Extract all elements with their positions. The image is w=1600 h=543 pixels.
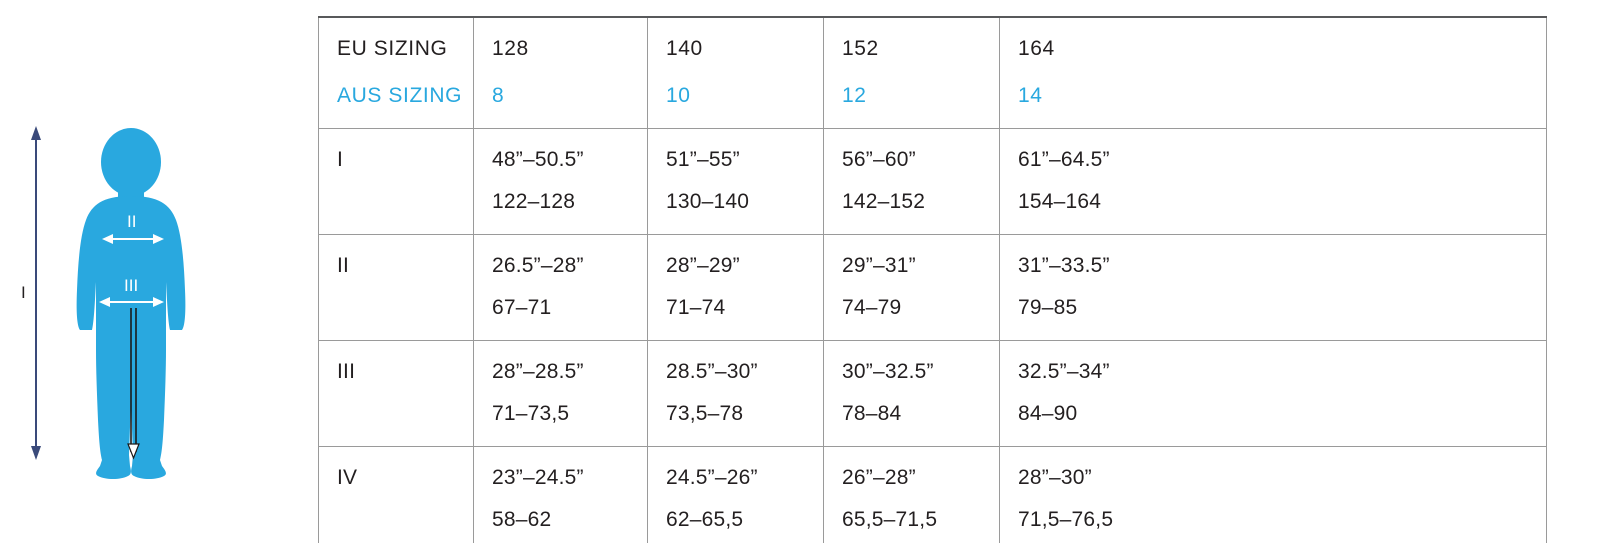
value-inches: 23”–24.5” <box>492 466 584 489</box>
eu-size-3: 152 <box>842 37 879 60</box>
header-cell-size-1 <box>474 17 648 129</box>
value-cm: 78–84 <box>842 402 902 425</box>
eu-size-2: 140 <box>666 37 703 60</box>
row-label-2 <box>319 235 474 341</box>
value-inches: 29”–31” <box>842 254 916 277</box>
eu-size-4: 164 <box>1018 37 1055 60</box>
table-row <box>319 129 1547 235</box>
value-cm: 122–128 <box>492 190 576 213</box>
header-cell-size-4 <box>1000 17 1547 129</box>
value-inches: 28.5”–30” <box>666 360 758 383</box>
value-cm: 154–164 <box>1018 190 1102 213</box>
measure-cell <box>474 341 648 447</box>
header-cell-size-3 <box>824 17 1000 129</box>
value-cm: 74–79 <box>842 296 902 319</box>
measure-cell <box>824 235 1000 341</box>
table-row <box>319 235 1547 341</box>
value-inches: 31”–33.5” <box>1018 254 1110 277</box>
table-header-row <box>319 17 1547 129</box>
value-cm: 142–152 <box>842 190 926 213</box>
value-inches: 24.5”–26” <box>666 466 758 489</box>
value-inches: 30”–32.5” <box>842 360 934 383</box>
value-inches: 51”–55” <box>666 148 740 171</box>
aus-size-3: 12 <box>842 84 867 107</box>
measure-cell <box>474 447 648 543</box>
figure-label-waist: III <box>124 276 139 295</box>
measurement-label: III <box>337 360 356 383</box>
table-row <box>319 341 1547 447</box>
measure-cell <box>1000 235 1547 341</box>
aus-size-2: 10 <box>666 84 691 107</box>
measurement-label: I <box>337 148 344 171</box>
value-inches: 26.5”–28” <box>492 254 584 277</box>
measure-cell <box>648 447 824 543</box>
figure-label-chest: II <box>127 212 137 231</box>
value-cm: 73,5–78 <box>666 402 744 425</box>
value-cm: 130–140 <box>666 190 750 213</box>
measure-cell <box>1000 341 1547 447</box>
value-cm: 71–74 <box>666 296 726 319</box>
value-cm: 67–71 <box>492 296 552 319</box>
row-label-4 <box>319 447 474 543</box>
height-arrow-icon <box>31 126 41 460</box>
measure-cell <box>648 129 824 235</box>
value-cm: 79–85 <box>1018 296 1078 319</box>
table-row <box>319 447 1547 543</box>
row-label-3 <box>319 341 474 447</box>
eu-sizing-label: EU SIZING <box>337 37 448 60</box>
aus-size-4: 14 <box>1018 84 1043 107</box>
aus-size-1: 8 <box>492 84 505 107</box>
measure-cell <box>824 129 1000 235</box>
value-cm: 62–65,5 <box>666 508 744 531</box>
value-inches: 26”–28” <box>842 466 916 489</box>
aus-sizing-label: AUS SIZING <box>337 84 463 107</box>
value-inches: 28”–28.5” <box>492 360 584 383</box>
value-cm: 58–62 <box>492 508 552 531</box>
value-inches: 61”–64.5” <box>1018 148 1110 171</box>
measure-cell <box>648 235 824 341</box>
size-table-container <box>318 16 1546 543</box>
header-cell-labels <box>319 17 474 129</box>
row-label-1 <box>319 129 474 235</box>
measure-cell <box>824 341 1000 447</box>
value-inches: 28”–30” <box>1018 466 1092 489</box>
value-inches: 32.5”–34” <box>1018 360 1110 383</box>
value-inches: 28”–29” <box>666 254 740 277</box>
measure-cell <box>474 129 648 235</box>
value-cm: 84–90 <box>1018 402 1078 425</box>
measure-cell <box>1000 447 1547 543</box>
measure-cell <box>1000 129 1547 235</box>
measurement-label: II <box>337 254 350 277</box>
body-measurement-figure <box>0 0 300 543</box>
header-cell-size-2 <box>648 17 824 129</box>
measurement-label: IV <box>337 466 358 489</box>
value-inches: 48”–50.5” <box>492 148 584 171</box>
value-cm: 71–73,5 <box>492 402 570 425</box>
measure-cell <box>648 341 824 447</box>
figure-label-height: I <box>21 283 26 302</box>
value-cm: 65,5–71,5 <box>842 508 938 531</box>
value-cm: 71,5–76,5 <box>1018 508 1114 531</box>
measure-cell <box>474 235 648 341</box>
value-inches: 56”–60” <box>842 148 916 171</box>
eu-size-1: 128 <box>492 37 529 60</box>
size-chart-table <box>318 16 1547 543</box>
measure-cell <box>824 447 1000 543</box>
